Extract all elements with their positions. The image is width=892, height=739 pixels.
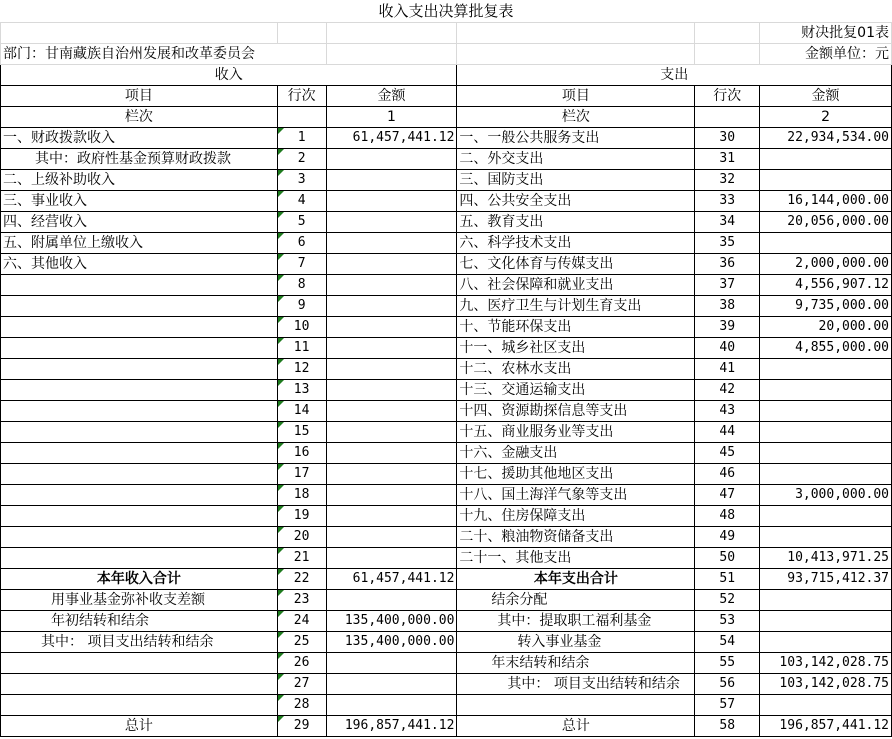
expense-column-number[interactable]: 2	[760, 107, 892, 128]
income-item[interactable]	[1, 527, 278, 548]
expense-line-number[interactable]: 31	[695, 149, 760, 170]
income-amount[interactable]	[326, 149, 457, 170]
income-line-number[interactable]: 11	[277, 338, 326, 359]
expense-amount-header[interactable]: 金额	[760, 86, 892, 107]
income-line-number[interactable]: 7	[277, 254, 326, 275]
expense-item[interactable]: 二十、粮油物资储备支出	[457, 527, 695, 548]
income-amount-header[interactable]: 金额	[326, 86, 457, 107]
expense-item[interactable]: 总计	[457, 716, 695, 737]
income-item[interactable]	[1, 443, 278, 464]
income-line-number[interactable]: 16	[277, 443, 326, 464]
expense-amount[interactable]	[760, 527, 892, 548]
income-item[interactable]	[1, 338, 278, 359]
income-item[interactable]: 年初结转和结余	[1, 611, 278, 632]
expense-item[interactable]: 九、医疗卫生与计划生育支出	[457, 296, 695, 317]
expense-item[interactable]: 十六、金融支出	[457, 443, 695, 464]
expense-amount[interactable]	[760, 506, 892, 527]
income-item[interactable]	[1, 401, 278, 422]
table-row	[1, 359, 892, 380]
expense-amount[interactable]	[760, 695, 892, 716]
expense-line-number[interactable]: 33	[695, 191, 760, 212]
income-item-header[interactable]: 项目	[1, 86, 278, 107]
income-amount[interactable]	[326, 464, 457, 485]
expense-item[interactable]: 十四、资源勘探信息等支出	[457, 401, 695, 422]
income-item[interactable]	[1, 548, 278, 569]
income-line-header[interactable]: 行次	[277, 86, 326, 107]
expense-amount[interactable]	[760, 359, 892, 380]
cell[interactable]	[326, 44, 457, 65]
cell[interactable]	[326, 23, 457, 44]
income-amount[interactable]	[326, 548, 457, 569]
table-row	[1, 527, 892, 548]
expense-item[interactable]: 年末结转和结余	[457, 653, 695, 674]
income-amount[interactable]	[326, 359, 457, 380]
income-line-number[interactable]: 26	[277, 653, 326, 674]
expense-amount[interactable]: 4,855,000.00	[760, 338, 892, 359]
income-item[interactable]	[1, 464, 278, 485]
income-line-number[interactable]: 5	[277, 212, 326, 233]
income-line-number[interactable]: 6	[277, 233, 326, 254]
expense-line-number[interactable]: 54	[695, 632, 760, 653]
expense-line-number[interactable]: 48	[695, 506, 760, 527]
income-line-number[interactable]: 18	[277, 485, 326, 506]
cell[interactable]	[277, 107, 326, 128]
income-amount[interactable]: 61,457,441.12	[326, 569, 457, 590]
income-amount[interactable]	[326, 695, 457, 716]
sheet-title[interactable]: 收入支出决算批复表	[378, 2, 514, 20]
income-item[interactable]: 其中： 项目支出结转和结余	[1, 632, 278, 653]
income-item[interactable]	[1, 485, 278, 506]
expense-item[interactable]: 结余分配	[457, 590, 695, 611]
table-row	[1, 380, 892, 401]
income-amount[interactable]	[326, 590, 457, 611]
income-column-number[interactable]: 1	[326, 107, 457, 128]
income-amount[interactable]	[326, 485, 457, 506]
income-item[interactable]	[1, 422, 278, 443]
cell[interactable]	[277, 23, 326, 44]
income-line-number[interactable]: 28	[277, 695, 326, 716]
expense-line-number[interactable]: 38	[695, 296, 760, 317]
income-amount[interactable]	[326, 254, 457, 275]
income-item[interactable]: 二、上级补助收入	[1, 170, 278, 191]
income-item[interactable]: 其中：政府性基金预算财政拨款	[1, 149, 278, 170]
expense-item[interactable]: 二十一、其他支出	[457, 548, 695, 569]
table-row	[1, 674, 892, 695]
cell[interactable]	[457, 44, 695, 65]
income-item[interactable]	[1, 695, 278, 716]
income-amount[interactable]	[326, 338, 457, 359]
income-item[interactable]	[1, 674, 278, 695]
income-item[interactable]: 本年收入合计	[1, 569, 278, 590]
expense-line-number[interactable]: 57	[695, 695, 760, 716]
expense-item[interactable]: 十二、农林水支出	[457, 359, 695, 380]
income-line-number[interactable]: 12	[277, 359, 326, 380]
table-row	[1, 632, 892, 653]
income-section-header[interactable]: 收入	[1, 65, 457, 86]
expense-line-number[interactable]: 51	[695, 569, 760, 590]
income-amount[interactable]	[326, 527, 457, 548]
expense-item[interactable]: 十、节能环保支出	[457, 317, 695, 338]
expense-line-number[interactable]: 36	[695, 254, 760, 275]
income-line-number[interactable]: 22	[277, 569, 326, 590]
expense-item[interactable]: 十一、城乡社区支出	[457, 338, 695, 359]
income-line-number[interactable]: 14	[277, 401, 326, 422]
expense-amount[interactable]: 103,142,028.75	[760, 674, 892, 695]
expense-amount[interactable]: 16,144,000.00	[760, 191, 892, 212]
table-row	[1, 716, 892, 737]
income-line-number[interactable]: 25	[277, 632, 326, 653]
income-item[interactable]	[1, 653, 278, 674]
expense-line-number[interactable]: 47	[695, 485, 760, 506]
expense-item[interactable]: 其中： 项目支出结转和结余	[457, 674, 695, 695]
income-amount[interactable]: 61,457,441.12	[326, 128, 457, 149]
expense-line-number[interactable]: 40	[695, 338, 760, 359]
income-item[interactable]: 一、财政拨款收入	[1, 128, 278, 149]
income-line-number[interactable]: 10	[277, 317, 326, 338]
expense-line-number[interactable]: 43	[695, 401, 760, 422]
income-amount[interactable]	[326, 275, 457, 296]
expense-line-number[interactable]: 58	[695, 716, 760, 737]
expense-line-number[interactable]: 32	[695, 170, 760, 191]
income-line-number[interactable]: 29	[277, 716, 326, 737]
table-row	[1, 590, 892, 611]
table-row	[1, 191, 892, 212]
expense-line-number[interactable]: 52	[695, 590, 760, 611]
table-row	[1, 212, 892, 233]
expense-line-number[interactable]: 30	[695, 128, 760, 149]
expense-item[interactable]: 其中：提取职工福利基金	[457, 611, 695, 632]
expense-amount[interactable]	[760, 149, 892, 170]
income-line-number[interactable]: 23	[277, 590, 326, 611]
income-column-label[interactable]: 栏次	[1, 107, 278, 128]
expense-item[interactable]: 十八、国土海洋气象等支出	[457, 485, 695, 506]
expense-amount[interactable]	[760, 380, 892, 401]
expense-item[interactable]: 十三、交通运输支出	[457, 380, 695, 401]
income-item[interactable]: 四、经营收入	[1, 212, 278, 233]
expense-item[interactable]: 转入事业基金	[457, 632, 695, 653]
income-line-number[interactable]: 24	[277, 611, 326, 632]
table-row	[1, 548, 892, 569]
expense-amount[interactable]: 9,735,000.00	[760, 296, 892, 317]
income-item[interactable]	[1, 380, 278, 401]
expense-amount[interactable]: 103,142,028.75	[760, 653, 892, 674]
table-row	[1, 233, 892, 254]
income-line-number[interactable]: 13	[277, 380, 326, 401]
income-amount[interactable]: 135,400,000.00	[326, 632, 457, 653]
table-row	[1, 275, 892, 296]
income-item[interactable]	[1, 359, 278, 380]
expense-line-header[interactable]: 行次	[695, 86, 760, 107]
income-amount[interactable]	[326, 233, 457, 254]
expense-amount[interactable]: 10,413,971.25	[760, 548, 892, 569]
income-amount[interactable]: 135,400,000.00	[326, 611, 457, 632]
expense-amount[interactable]: 2,000,000.00	[760, 254, 892, 275]
table-row	[1, 128, 892, 149]
table-row	[1, 317, 892, 338]
cell[interactable]	[457, 23, 695, 44]
expense-section-header[interactable]: 支出	[457, 65, 892, 86]
expense-line-number[interactable]: 46	[695, 464, 760, 485]
income-line-number[interactable]: 17	[277, 464, 326, 485]
income-amount[interactable]	[326, 443, 457, 464]
expense-item[interactable]: 一、一般公共服务支出	[457, 128, 695, 149]
expense-amount[interactable]	[760, 170, 892, 191]
expense-item[interactable]: 本年支出合计	[457, 569, 695, 590]
table-row	[1, 149, 892, 170]
expense-line-number[interactable]: 42	[695, 380, 760, 401]
income-item[interactable]: 三、事业收入	[1, 191, 278, 212]
table-row	[1, 506, 892, 527]
form-code[interactable]: 财决批复01表	[760, 23, 892, 44]
income-line-number[interactable]: 4	[277, 191, 326, 212]
income-amount[interactable]: 196,857,441.12	[326, 716, 457, 737]
income-item[interactable]: 用事业基金弥补收支差额	[1, 590, 278, 611]
expense-item[interactable]: 十五、商业服务业等支出	[457, 422, 695, 443]
expense-amount[interactable]: 22,934,534.00	[760, 128, 892, 149]
expense-line-number[interactable]: 49	[695, 527, 760, 548]
table-row	[1, 422, 892, 443]
income-item[interactable]: 六、其他收入	[1, 254, 278, 275]
income-amount[interactable]	[326, 191, 457, 212]
expense-line-number[interactable]: 37	[695, 275, 760, 296]
income-amount[interactable]	[326, 170, 457, 191]
expense-line-number[interactable]: 41	[695, 359, 760, 380]
income-item[interactable]: 五、附属单位上缴收入	[1, 233, 278, 254]
income-amount[interactable]	[326, 674, 457, 695]
income-amount[interactable]	[326, 296, 457, 317]
income-line-number[interactable]: 9	[277, 296, 326, 317]
table-row	[1, 401, 892, 422]
expense-item[interactable]: 三、国防支出	[457, 170, 695, 191]
expense-item[interactable]: 二、外交支出	[457, 149, 695, 170]
income-line-number[interactable]: 15	[277, 422, 326, 443]
expense-amount[interactable]	[760, 233, 892, 254]
expense-item[interactable]: 十七、援助其他地区支出	[457, 464, 695, 485]
income-item[interactable]	[1, 296, 278, 317]
expense-amount[interactable]	[760, 401, 892, 422]
expense-amount[interactable]: 3,000,000.00	[760, 485, 892, 506]
table-row	[1, 254, 892, 275]
cell[interactable]	[695, 44, 760, 65]
unit-label[interactable]: 金额单位：元	[760, 44, 892, 65]
income-line-number[interactable]: 27	[277, 674, 326, 695]
expense-column-label[interactable]: 栏次	[457, 107, 695, 128]
income-item[interactable]	[1, 506, 278, 527]
table-row	[1, 296, 892, 317]
expense-amount[interactable]	[760, 422, 892, 443]
expense-amount[interactable]: 93,715,412.37	[760, 569, 892, 590]
income-line-number[interactable]: 19	[277, 506, 326, 527]
expense-amount[interactable]: 4,556,907.12	[760, 275, 892, 296]
income-amount[interactable]	[326, 653, 457, 674]
table-row	[1, 338, 892, 359]
table-row	[1, 443, 892, 464]
table-row	[1, 653, 892, 674]
cell[interactable]	[695, 23, 760, 44]
department-label[interactable]: 部门：甘南藏族自治州发展和改革委员会	[1, 44, 327, 65]
expense-item[interactable]: 八、社会保障和就业支出	[457, 275, 695, 296]
expense-line-number[interactable]: 50	[695, 548, 760, 569]
expense-line-number[interactable]: 34	[695, 212, 760, 233]
income-line-number[interactable]: 20	[277, 527, 326, 548]
expense-amount[interactable]: 20,000.00	[760, 317, 892, 338]
expense-line-number[interactable]: 44	[695, 422, 760, 443]
income-item[interactable]: 总计	[1, 716, 278, 737]
expense-line-number[interactable]: 45	[695, 443, 760, 464]
expense-amount[interactable]: 196,857,441.12	[760, 716, 892, 737]
table-row	[1, 485, 892, 506]
table-row	[1, 695, 892, 716]
expense-amount[interactable]	[760, 611, 892, 632]
expense-item[interactable]: 六、科学技术支出	[457, 233, 695, 254]
income-amount[interactable]	[326, 380, 457, 401]
expense-item[interactable]: 七、文化体育与传媒支出	[457, 254, 695, 275]
income-line-number[interactable]: 2	[277, 149, 326, 170]
income-amount[interactable]	[326, 506, 457, 527]
income-amount[interactable]	[326, 317, 457, 338]
expense-item-header[interactable]: 项目	[457, 86, 695, 107]
income-line-number[interactable]: 3	[277, 170, 326, 191]
table-row	[1, 464, 892, 485]
table-row	[1, 611, 892, 632]
income-line-number[interactable]: 8	[277, 275, 326, 296]
table-row	[1, 170, 892, 191]
income-amount[interactable]	[326, 422, 457, 443]
expense-line-number[interactable]: 39	[695, 317, 760, 338]
expense-amount[interactable]: 20,056,000.00	[760, 212, 892, 233]
expense-item[interactable]: 十九、住房保障支出	[457, 506, 695, 527]
expense-line-number[interactable]: 56	[695, 674, 760, 695]
expense-amount[interactable]	[760, 590, 892, 611]
income-line-number[interactable]: 1	[277, 128, 326, 149]
income-amount[interactable]	[326, 212, 457, 233]
expense-amount[interactable]	[760, 464, 892, 485]
expense-item[interactable]: 五、教育支出	[457, 212, 695, 233]
income-item[interactable]	[1, 275, 278, 296]
expense-line-number[interactable]: 35	[695, 233, 760, 254]
table-row	[1, 569, 892, 590]
expense-amount[interactable]	[760, 632, 892, 653]
cell[interactable]	[695, 107, 760, 128]
expense-amount[interactable]	[760, 443, 892, 464]
income-item[interactable]	[1, 317, 278, 338]
expense-line-number[interactable]: 53	[695, 611, 760, 632]
income-amount[interactable]	[326, 401, 457, 422]
expense-item[interactable]: 四、公共安全支出	[457, 191, 695, 212]
cell[interactable]	[1, 23, 278, 44]
income-line-number[interactable]: 21	[277, 548, 326, 569]
expense-line-number[interactable]: 55	[695, 653, 760, 674]
expense-item[interactable]	[457, 695, 695, 716]
